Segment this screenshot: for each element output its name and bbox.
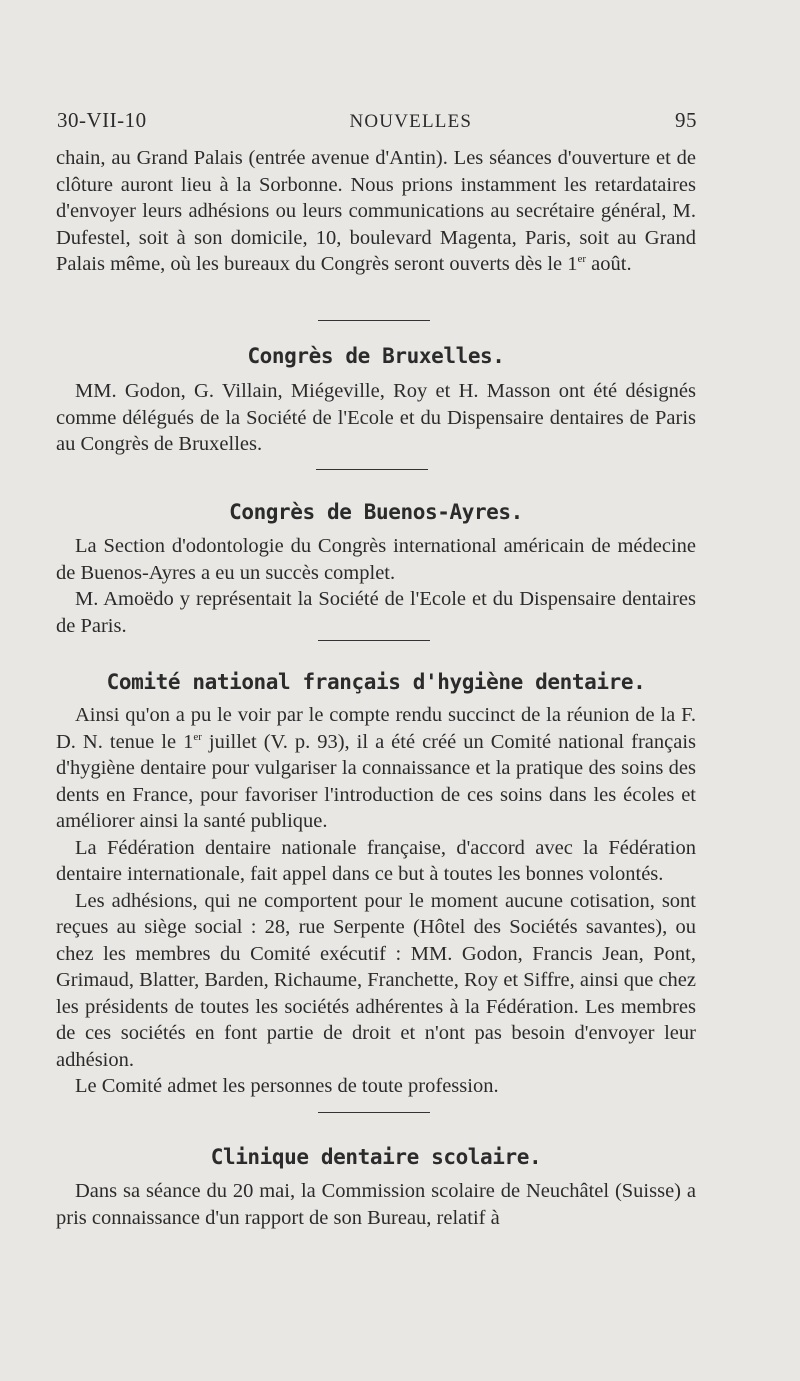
buenos-ayres-block [56, 533, 696, 639]
intro-paragraph-block [56, 145, 696, 278]
comite-paragraph-2: La Fédération dentaire nationale française, d'accord avec la Fédération dentaire internationale, fait appel dans ce but à toutes les bonnes volontés. [56, 836, 696, 885]
page-header [57, 108, 697, 133]
section-divider [318, 320, 430, 321]
header-date: 30-VII-10 [57, 108, 147, 132]
heading-comite: Comité national français d'hygiène dentaire. [106, 670, 646, 694]
intro-text-end: août. [586, 253, 632, 275]
section-divider [318, 1112, 430, 1113]
page-number: 95 [674, 108, 697, 132]
comite-paragraph-3: Les adhésions, qui ne comportent pour le moment aucune cotisation, sont reçues au siège social : 28, rue Serpente (Hôtel des Sociétés savantes), ou chez les membres du Comité exécutif : MM. Godon, Francis Jean, Pont, Grimaud, Blatter, Barden, Richaume, Franchette, Roy et Siffre, ainsi que chez les présidents de toutes les sociétés adhérentes à la Fédération. Les membres de ces sociétés en font partie de droit et n'ont pas besoin d'envoyer leur adhésion. [56, 889, 696, 1071]
comite-superscript: er [193, 730, 202, 743]
heading-bruxelles: Congrès de Bruxelles. [247, 344, 505, 368]
bruxelles-block [56, 378, 696, 458]
header-section-title: NOUVELLES [349, 111, 473, 132]
section-divider [318, 640, 430, 641]
buenos-ayres-paragraph-2: M. Amoëdo y représentait la Société de l'Ecole et du Dispensaire dentaires de Paris. [56, 588, 696, 637]
clinique-paragraph: Dans sa séance du 20 mai, la Commission scolaire de Neuchâtel (Suisse) a pris connaissance d'un rapport de son Bureau, relatif à [56, 1180, 696, 1229]
section-divider [316, 469, 428, 470]
comite-block [56, 702, 696, 1100]
intro-superscript: er [577, 253, 587, 265]
comite-text-b: juillet (V. p. 93), il a été créé un Comité national français d'hygiène dentaire pour vulgariser la connaissance et la pratique des soins des dents en France, pour favoriser l'introduction de ces soins dans les écoles et améliorer ainsi la santé publique. [56, 730, 696, 832]
clinique-block [56, 1178, 696, 1231]
intro-paragraph [56, 145, 696, 278]
comite-paragraph-4: Le Comité admet les personnes de toute profession. [75, 1075, 499, 1097]
comite-paragraph-1 [56, 702, 696, 835]
comite-text-a: Ainsi qu'on a pu le voir par le compte rendu succinct de la réunion de la F. D. N. tenue le 1 [56, 704, 696, 753]
heading-buenos-ayres: Congrès de Buenos-Ayres. [229, 500, 523, 524]
bruxelles-paragraph: MM. Godon, G. Villain, Miégeville, Roy et H. Masson ont été désignés comme délégués de la Société de l'Ecole et du Dispensaire dentaires de Paris au Congrès de Bruxelles. [56, 380, 696, 455]
intro-text: chain, au Grand Palais (entrée avenue d'Antin). Les séances d'ouverture et de clôture auront lieu à la Sorbonne. Nous prions instamment les retardataires d'envoyer leurs adhésions ou leurs communications au secrétaire général, M. Dufestel, soit à son domicile, 10, boulevard Magenta, Paris, soit au Grand Palais même, où les bureaux du Congrès seront ouverts dès le 1 [56, 147, 696, 275]
buenos-ayres-paragraph-1: La Section d'odontologie du Congrès international américain de médecine de Buenos-Ayres a eu un succès complet. [56, 535, 696, 584]
heading-clinique: Clinique dentaire scolaire. [210, 1145, 542, 1169]
